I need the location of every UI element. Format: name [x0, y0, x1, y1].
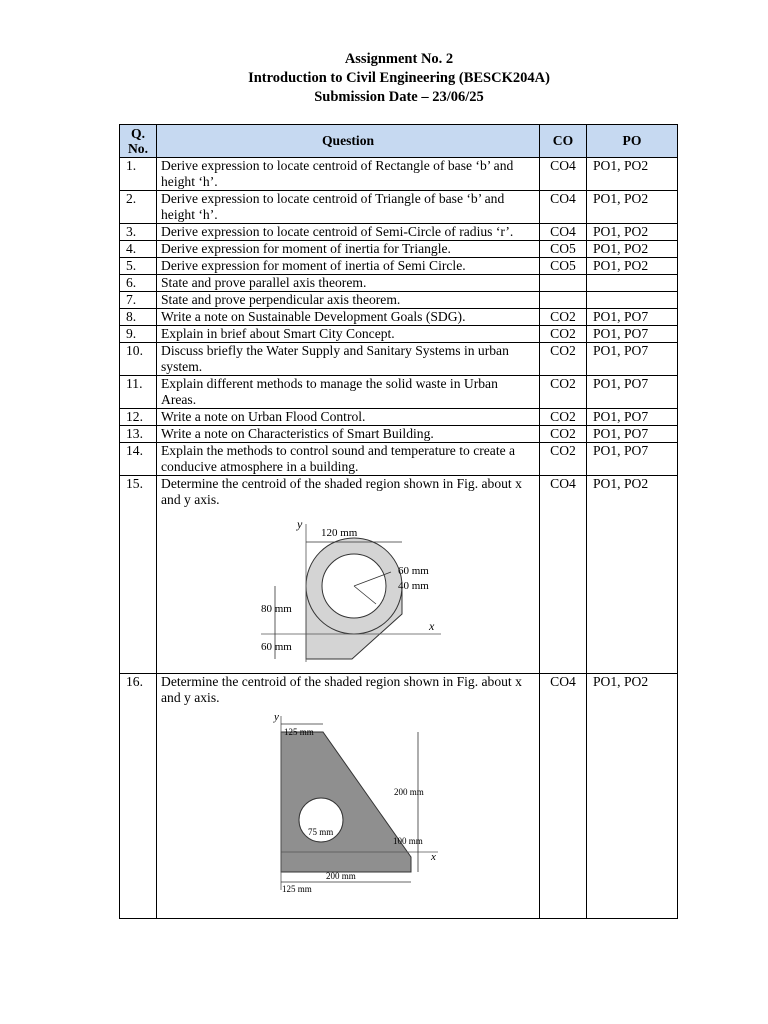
row-po: [587, 292, 678, 309]
table-row: [120, 191, 678, 224]
row-question: Derive expression to locate centroid of Triangle of base ‘b’ and height ‘h’.: [157, 191, 540, 224]
row-po: PO1, PO2: [587, 191, 678, 224]
row-co: CO2: [540, 326, 587, 343]
figure-16: [266, 712, 466, 902]
row-question: Derive expression to locate centroid of Semi-Circle of radius ‘r’.: [157, 224, 540, 241]
row-question: State and prove parallel axis theorem.: [157, 275, 540, 292]
row-question: Determine the centroid of the shaded region shown in Fig. about x and y axis.: [161, 476, 522, 507]
row-po: PO1, PO7: [587, 343, 678, 376]
row-number: 16.: [120, 674, 157, 919]
row-question: Discuss briefly the Water Supply and Sanitary Systems in urban system.: [157, 343, 540, 376]
row-po: PO1, PO2: [587, 241, 678, 258]
row-co: CO5: [540, 258, 587, 275]
row-co: CO2: [540, 409, 587, 426]
row-number: 8.: [120, 309, 157, 326]
row-po: PO1, PO2: [587, 224, 678, 241]
row-po: PO1, PO7: [587, 309, 678, 326]
row-question: Explain in brief about Smart City Concept.: [157, 326, 540, 343]
table-row: [120, 275, 678, 292]
table-row: [120, 258, 678, 275]
row-po: PO1, PO2: [587, 158, 678, 191]
row-po: PO1, PO2: [587, 674, 678, 919]
row-number: 9.: [120, 326, 157, 343]
row-number: 3.: [120, 224, 157, 241]
row-co: CO2: [540, 309, 587, 326]
table-row: [120, 426, 678, 443]
row-co: CO2: [540, 443, 587, 476]
table-header-row: [120, 125, 678, 158]
row-number: 12.: [120, 409, 157, 426]
row-question: Explain different methods to manage the solid waste in Urban Areas.: [157, 376, 540, 409]
table-row: [120, 443, 678, 476]
y-axis-label: y: [274, 712, 279, 723]
row-question: Derive expression for moment of inertia of Semi Circle.: [157, 258, 540, 275]
col-header-qno: Q. No.: [120, 125, 157, 158]
row-question-cell: [157, 674, 540, 919]
row-po: [587, 275, 678, 292]
table-row: [120, 309, 678, 326]
row-co: CO4: [540, 224, 587, 241]
document-header: [0, 50, 768, 107]
row-po: PO1, PO7: [587, 409, 678, 426]
row-number: 14.: [120, 443, 157, 476]
row-question: Write a note on Characteristics of Smart Building.: [157, 426, 540, 443]
col-header-question: Question: [157, 125, 540, 158]
x-axis-label: x: [431, 851, 436, 863]
row-number: 6.: [120, 275, 157, 292]
row-question: State and prove perpendicular axis theorem.: [157, 292, 540, 309]
y-axis-label: y: [297, 517, 303, 531]
table-row: [120, 376, 678, 409]
row-question: Derive expression for moment of inertia for Triangle.: [157, 241, 540, 258]
row-number: 7.: [120, 292, 157, 309]
row-question: Determine the centroid of the shaded region shown in Fig. about x and y axis.: [161, 674, 522, 705]
row-co: CO4: [540, 674, 587, 919]
row-co: CO2: [540, 426, 587, 443]
row-co: CO4: [540, 476, 587, 674]
row-number: 5.: [120, 258, 157, 275]
row-po: PO1, PO2: [587, 476, 678, 674]
dim-bottom-left-label: 125 mm: [282, 884, 312, 894]
row-co: CO2: [540, 343, 587, 376]
submission-date: Submission Date – 23/06/25: [314, 89, 484, 105]
row-co: [540, 292, 587, 309]
table-row: [120, 409, 678, 426]
course-title: Introduction to Civil Engineering (BESCK204A): [248, 70, 550, 86]
dim-bottom-right-label: 200 mm: [326, 871, 356, 881]
col-header-po: PO: [587, 125, 678, 158]
row-question: Write a note on Sustainable Development Goals (SDG).: [157, 309, 540, 326]
row-number: 4.: [120, 241, 157, 258]
table-row: [120, 224, 678, 241]
row-co: [540, 275, 587, 292]
row-number: 2.: [120, 191, 157, 224]
dim-right-upper-label: 200 mm: [394, 787, 424, 797]
row-po: PO1, PO2: [587, 258, 678, 275]
row-po: PO1, PO7: [587, 376, 678, 409]
table-row: [120, 343, 678, 376]
dim-right-lower-label: 100 mm: [393, 836, 423, 846]
dim-hole-label: 75 mm: [308, 827, 334, 837]
row-po: PO1, PO7: [587, 443, 678, 476]
table-row: [120, 326, 678, 343]
row-co: CO2: [540, 376, 587, 409]
table-row: [120, 476, 678, 674]
dim-outer-radius-label: 60 mm: [398, 565, 429, 577]
table-row: [120, 241, 678, 258]
assignment-table: [119, 124, 678, 919]
row-co: CO5: [540, 241, 587, 258]
shaded-region: [281, 732, 411, 872]
x-axis-label: x: [429, 619, 435, 633]
row-number: 10.: [120, 343, 157, 376]
row-number: 1.: [120, 158, 157, 191]
dim-width-label: 120 mm: [321, 527, 358, 539]
dim-lower-label: 60 mm: [261, 641, 292, 653]
row-co: CO4: [540, 191, 587, 224]
row-question: Write a note on Urban Flood Control.: [157, 409, 540, 426]
table-row: [120, 674, 678, 919]
row-po: PO1, PO7: [587, 326, 678, 343]
row-question: Explain the methods to control sound and temperature to create a conducive atmosphere in a building.: [157, 443, 540, 476]
row-number: 11.: [120, 376, 157, 409]
row-po: PO1, PO7: [587, 426, 678, 443]
dim-upper-label: 80 mm: [261, 603, 292, 615]
row-number: 13.: [120, 426, 157, 443]
dim-inner-radius-label: 40 mm: [398, 580, 429, 592]
table-row: [120, 292, 678, 309]
row-co: CO4: [540, 158, 587, 191]
row-question: Derive expression to locate centroid of Rectangle of base ‘b’ and height ‘h’.: [157, 158, 540, 191]
figure-15: [251, 514, 451, 664]
table-row: [120, 158, 678, 191]
dim-top-label: 125 mm: [284, 727, 314, 737]
row-question-cell: [157, 476, 540, 674]
col-header-co: CO: [540, 125, 587, 158]
assignment-title: Assignment No. 2: [344, 51, 454, 67]
row-number: 15.: [120, 476, 157, 674]
